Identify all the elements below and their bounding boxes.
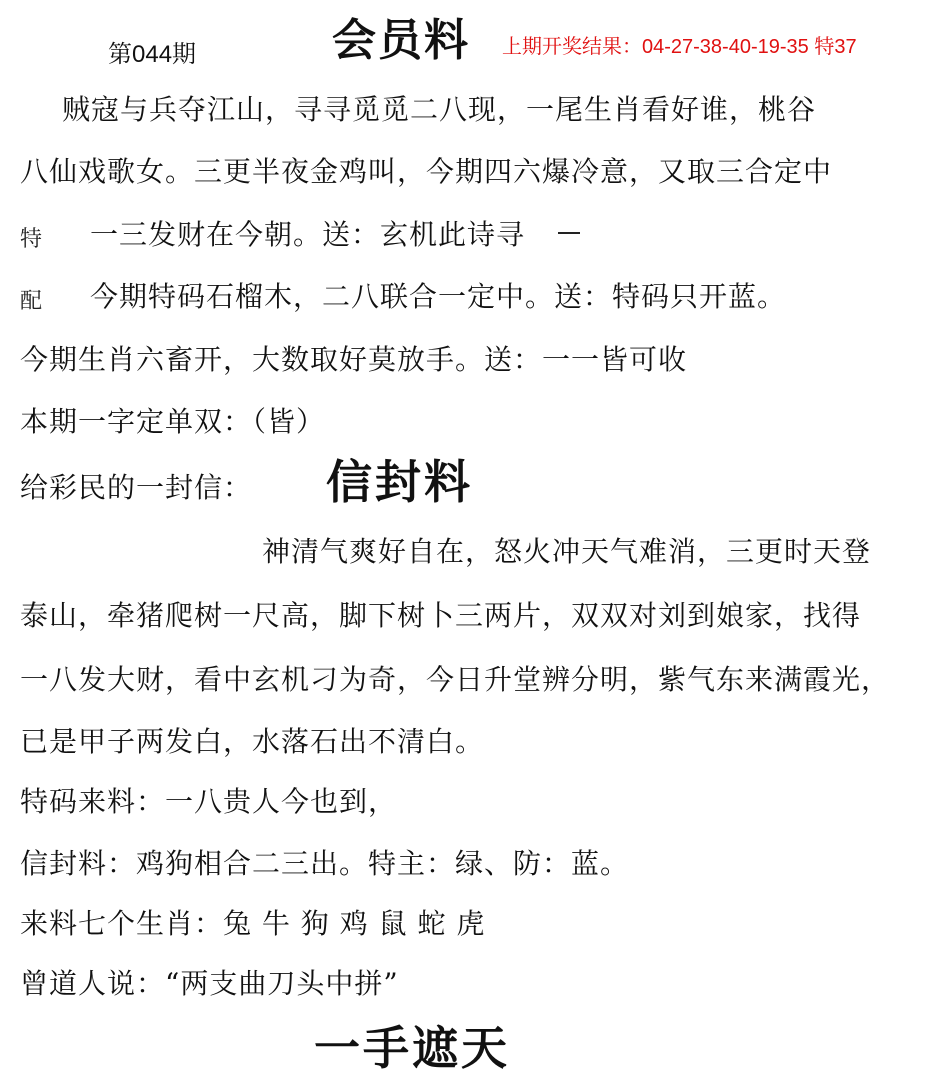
issue-number: 第044期: [108, 41, 197, 68]
poem-line-1: 贼寇与兵夺江山，寻寻觅觅二八现，一尾生肖看好谁，桃谷: [62, 93, 817, 126]
line-3-dash: [558, 232, 580, 234]
poem-line-6: 本期一字定单双：（皆）: [20, 405, 326, 438]
poem-line-3: 一三发财在今朝。送：玄机此诗寻: [90, 218, 526, 251]
poem-line-2: 八仙戏歌女。三更半夜金鸡叫，今期四六爆冷意，又取三合定中: [20, 155, 833, 188]
daoist-saying: 曾道人说：“两支曲刀头中拼”: [20, 967, 399, 1000]
poem-line-5: 今期生肖六畜开，大数取好莫放手。送：一一皆可收: [20, 343, 688, 376]
letter-paragraph-3: 一八发大财，看中玄机刁为奇，今日升堂辨分明，紫气东来满霞光，: [20, 663, 891, 696]
special-code-source: 特码来料：一八贵人今也到，: [20, 785, 398, 818]
letter-heading: 信封料: [326, 455, 473, 509]
letter-paragraph-2: 泰山，牵猪爬树一尺高，脚下树卜三两片，双双对刘到娘家，找得: [20, 599, 862, 632]
letter-paragraph-1: 神清气爽好自在，怒火冲天气难消，三更时天登: [262, 535, 872, 568]
poem-line-4-prefix: 配: [20, 289, 43, 314]
poem-line-3-prefix: 特: [20, 227, 43, 252]
page-title: 会员料: [332, 15, 470, 66]
envelope-info: 信封料：鸡狗相合二三出。特主：绿、防：蓝。: [20, 847, 630, 880]
last-draw-result: 上期开奖结果：04-27-38-40-19-35 特37: [502, 36, 857, 58]
seven-zodiacs: 来料七个生肖：兔 牛 狗 鸡 鼠 蛇 虎: [20, 907, 486, 940]
footer-heading: 一手遮天: [314, 1021, 510, 1075]
letter-label: 给彩民的一封信：: [20, 471, 253, 504]
poem-line-4: 今期特码石榴木，二八联合一定中。送：特码只开蓝。: [90, 280, 787, 313]
letter-paragraph-4: 已是甲子两发白，水落石出不清白。: [20, 725, 485, 758]
